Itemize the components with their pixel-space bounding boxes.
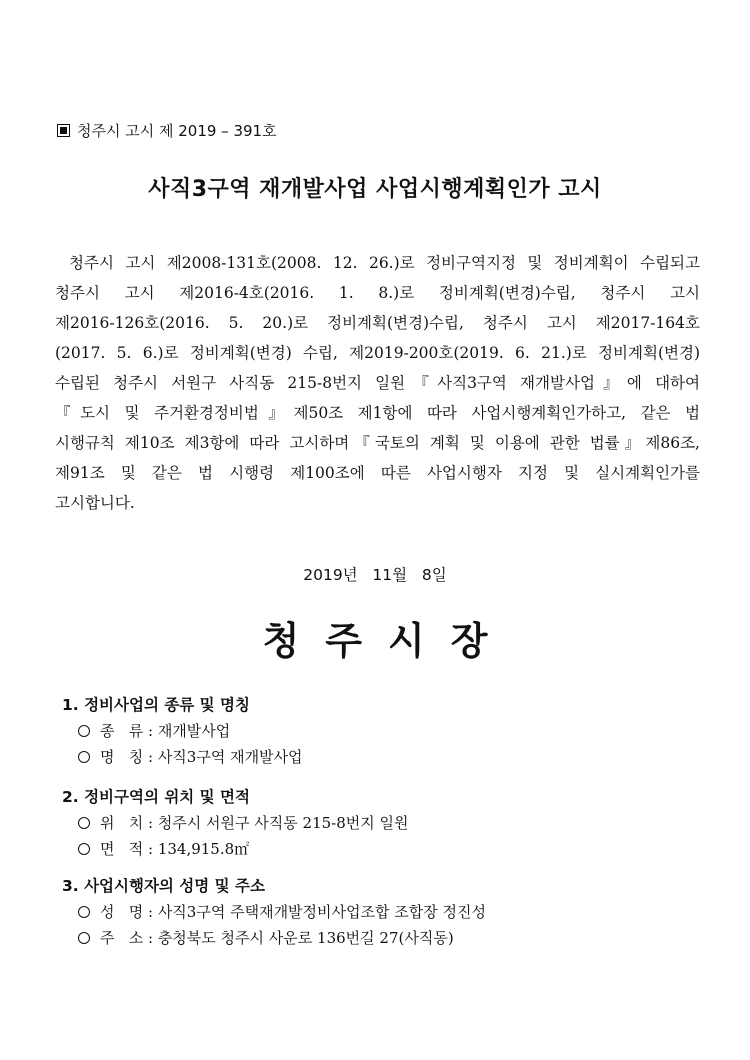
section-heading: 1. 정비사업의 종류 및 명칭 xyxy=(62,696,250,714)
circle-bullet-icon xyxy=(78,751,90,763)
section-heading: 2. 정비구역의 위치 및 면적 xyxy=(62,788,250,806)
list-item xyxy=(62,925,486,951)
item-value: : 청주시 서원구 사직동 215-8번지 일원 xyxy=(148,814,409,832)
circle-bullet-icon xyxy=(78,906,90,918)
circle-bullet-icon xyxy=(78,843,90,855)
notice-number xyxy=(57,120,277,141)
body-line: 『도시 및 주거환경정비법』제50조 제1항에 따라 사업시행계획인가하고, 같은 법 xyxy=(55,404,700,422)
item-label: 주 소 xyxy=(100,929,144,947)
item-label: 성 명 xyxy=(100,903,144,921)
list-item xyxy=(62,744,303,770)
issuer-mayor: 청주시장 xyxy=(262,619,514,663)
item-value: : 충청북도 청주시 사운로 136번길 27(사직동) xyxy=(148,929,454,947)
list-item xyxy=(62,810,409,836)
body-line: 제2016-126호(2016. 5. 20.)로 정비계획(변경)수립, 청주시 고시 제2017-164호 xyxy=(55,314,700,332)
list-item xyxy=(62,899,486,925)
body-line: 시행규칙 제10조 제3항에 따라 고시하며『국토의 계획 및 이용에 관한 법률』제86조, xyxy=(55,434,700,452)
section-zone-location xyxy=(62,784,409,862)
filled-square-icon xyxy=(57,124,70,137)
body-line: 고시합니다. xyxy=(55,494,135,512)
section-project-type xyxy=(62,692,303,770)
item-value: : 재개발사업 xyxy=(148,722,231,740)
body-paragraph xyxy=(55,248,700,518)
item-label: 명 칭 xyxy=(100,748,144,766)
item-label: 위 치 xyxy=(100,814,144,832)
item-value: : 사직3구역 주택재개발정비사업조합 조합장 정진성 xyxy=(148,903,486,921)
circle-bullet-icon xyxy=(78,725,90,737)
circle-bullet-icon xyxy=(78,932,90,944)
body-line: 수립된 청주시 서원구 사직동 215-8번지 일원『사직3구역 재개발사업』에 대하여 xyxy=(55,374,700,392)
list-item xyxy=(62,718,303,744)
circle-bullet-icon xyxy=(78,817,90,829)
section-heading: 3. 사업시행자의 성명 및 주소 xyxy=(62,877,265,895)
document-title: 사직3구역 재개발사업 사업시행계획인가 고시 xyxy=(148,177,602,202)
item-value: : 134,915.8㎡ xyxy=(148,840,250,858)
list-item xyxy=(62,836,409,862)
notice-number-text: 청주시 고시 제 2019 – 391호 xyxy=(77,122,277,140)
body-line: 제91조 및 같은 법 시행령 제100조에 따른 사업시행자 지정 및 실시계획인가를 xyxy=(55,464,700,482)
body-line: (2017. 5. 6.)로 정비계획(변경) 수립, 제2019-200호(2019. 6. 21.)로 정비계획(변경) xyxy=(55,344,700,362)
section-operator xyxy=(62,873,486,951)
notice-date: 2019년 11월 8일 xyxy=(303,566,447,584)
item-label: 면 적 xyxy=(100,840,144,858)
item-label: 종 류 xyxy=(100,722,144,740)
item-value: : 사직3구역 재개발사업 xyxy=(148,748,303,766)
body-line: 청주시 고시 제2008-131호(2008. 12. 26.)로 정비구역지정 및 정비계획이 수립되고 xyxy=(69,254,700,272)
body-line: 청주시 고시 제2016-4호(2016. 1. 8.)로 정비계획(변경)수립, 청주시 고시 xyxy=(55,284,700,302)
